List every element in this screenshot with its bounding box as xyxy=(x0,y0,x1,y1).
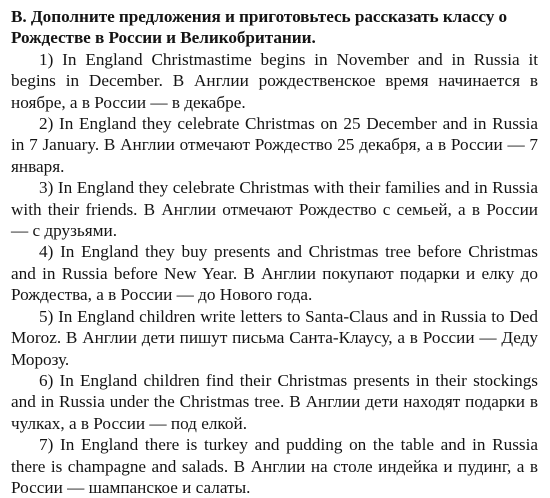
sentence-item-6: 6) In England children find their Christmas presents in their stockings and in Russia under the Christmas tree. В Англии дети находят подарки в чулках, а в России — под елкой. xyxy=(11,370,538,433)
sentence-item-2: 2) In England they celebrate Christmas on 25 December and in Russia in 7 January. В Англии отмечают Рождество 25 декабря, а в России — 7 января. xyxy=(11,114,538,176)
sentence-item-1: 1) In England Christmastime begins in November and in Russia it begins in December. В Англии рождественское время начинается в ноябре, а в России — в декабре. xyxy=(11,49,538,112)
exercise-heading: В. Дополните предложения и приготовьтесь рассказать классу о Рождестве в России и Великобритании. xyxy=(11,7,508,48)
sentence-item-4: 4) In England they buy presents and Christmas tree before Christmas and in Russia before New Year. В Англии покупают подарки и елку до Рождества, а в России — до Нового года. xyxy=(11,242,538,305)
sentence-item-5: 5) In England children write letters to Santa-Claus and in Russia to Ded Moroz. В Англии дети пишут письма Санта-Клаусу, а в России — Деду Морозу. xyxy=(11,306,538,369)
sentence-item-3: 3) In England they celebrate Christmas with their families and in Russia with their friends. В Англии отмечают Рождество с семьей, а в России — с друзьями. xyxy=(11,178,538,241)
sentence-item-7: 7) In England there is turkey and pudding on the table and in Russia there is champagne and salads. В Англии на столе индейка и пудинг, а в России — шампанское и салаты. xyxy=(11,435,538,497)
